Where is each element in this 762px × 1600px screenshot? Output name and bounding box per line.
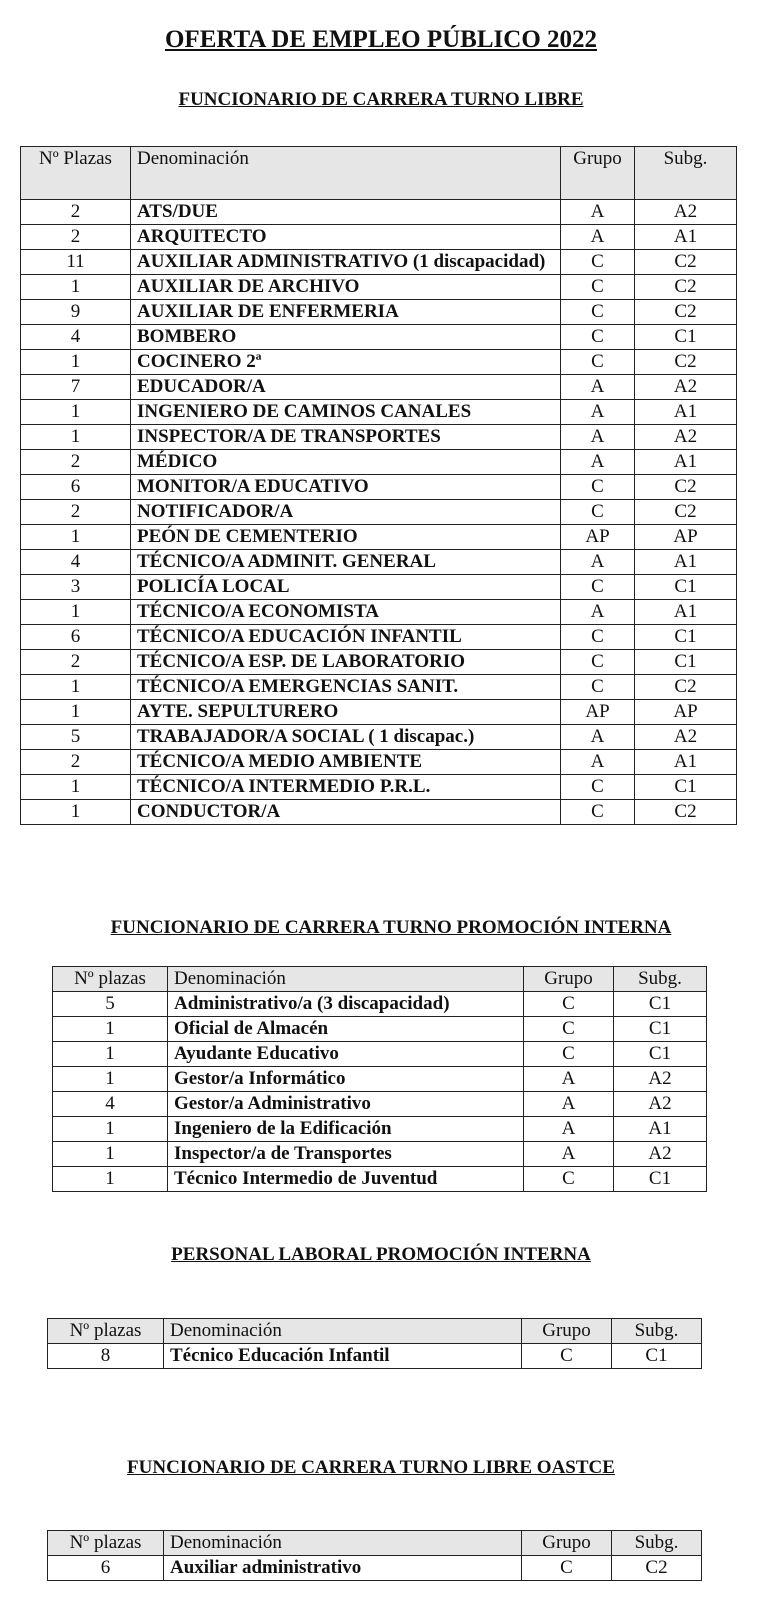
table-header-row	[48, 1319, 702, 1344]
table-row	[21, 550, 737, 575]
table-row	[21, 200, 737, 225]
cell-subgrupo: A1	[635, 600, 737, 625]
cell-subgrupo: C1	[635, 325, 737, 350]
cell-plazas: 1	[21, 275, 131, 300]
cell-subgrupo: C1	[635, 575, 737, 600]
cell-subgrupo: A1	[635, 450, 737, 475]
column-header-subgrupo: Subg.	[614, 967, 707, 992]
table-personal-laboral	[47, 1318, 702, 1369]
table-row	[53, 1142, 707, 1167]
table-row	[21, 725, 737, 750]
cell-grupo: C	[561, 575, 635, 600]
cell-plazas: 9	[21, 300, 131, 325]
cell-plazas: 1	[53, 1067, 168, 1092]
page-title: OFERTA DE EMPLEO PÚBLICO 2022	[164, 26, 598, 53]
cell-plazas: 1	[53, 1117, 168, 1142]
cell-grupo: A	[561, 550, 635, 575]
cell-denominacion: TÉCNICO/A EDUCACIÓN INFANTIL	[131, 625, 561, 650]
section-title-turno-libre: FUNCIONARIO DE CARRERA TURNO LIBRE	[178, 89, 584, 110]
table-row	[21, 350, 737, 375]
cell-denominacion: BOMBERO	[131, 325, 561, 350]
cell-plazas: 6	[21, 625, 131, 650]
cell-grupo: AP	[561, 700, 635, 725]
table-row	[21, 375, 737, 400]
table-row	[48, 1344, 702, 1369]
cell-denominacion: Auxiliar administrativo	[164, 1556, 522, 1581]
cell-denominacion: EDUCADOR/A	[131, 375, 561, 400]
cell-denominacion: Técnico Educación Infantil	[164, 1344, 522, 1369]
cell-subgrupo: A2	[614, 1092, 707, 1117]
column-header-plazas: Nº Plazas	[21, 147, 131, 200]
cell-subgrupo: C1	[614, 1017, 707, 1042]
column-header-grupo: Grupo	[522, 1531, 612, 1556]
cell-denominacion: TÉCNICO/A ADMINIT. GENERAL	[131, 550, 561, 575]
cell-plazas: 2	[21, 650, 131, 675]
cell-subgrupo: C1	[614, 992, 707, 1017]
cell-plazas: 1	[53, 1167, 168, 1192]
column-header-denominacion: Denominación	[164, 1319, 522, 1344]
cell-denominacion: AUXILIAR DE ENFERMERIA	[131, 300, 561, 325]
column-header-plazas: Nº plazas	[53, 967, 168, 992]
table-row	[53, 1117, 707, 1142]
table-row	[21, 575, 737, 600]
cell-grupo: A	[561, 450, 635, 475]
cell-denominacion: COCINERO 2ª	[131, 350, 561, 375]
column-header-denominacion: Denominación	[168, 967, 524, 992]
cell-plazas: 2	[21, 450, 131, 475]
cell-plazas: 4	[21, 325, 131, 350]
cell-plazas: 8	[48, 1344, 164, 1369]
cell-denominacion: Gestor/a Informático	[168, 1067, 524, 1092]
cell-subgrupo: A1	[635, 750, 737, 775]
table-row	[53, 1017, 707, 1042]
table-row	[21, 800, 737, 825]
cell-plazas: 5	[53, 992, 168, 1017]
cell-subgrupo: C2	[635, 475, 737, 500]
cell-denominacion: INSPECTOR/A DE TRANSPORTES	[131, 425, 561, 450]
table-row	[21, 525, 737, 550]
table-row	[21, 600, 737, 625]
cell-denominacion: TÉCNICO/A INTERMEDIO P.R.L.	[131, 775, 561, 800]
cell-plazas: 1	[53, 1042, 168, 1067]
cell-plazas: 1	[21, 800, 131, 825]
table-row	[21, 750, 737, 775]
cell-subgrupo: C1	[614, 1167, 707, 1192]
cell-subgrupo: C2	[635, 350, 737, 375]
cell-plazas: 1	[21, 775, 131, 800]
cell-plazas: 1	[53, 1017, 168, 1042]
cell-denominacion: MONITOR/A EDUCATIVO	[131, 475, 561, 500]
table-row	[21, 450, 737, 475]
cell-denominacion: Gestor/a Administrativo	[168, 1092, 524, 1117]
cell-grupo: C	[561, 650, 635, 675]
cell-grupo: C	[561, 475, 635, 500]
cell-subgrupo: C1	[635, 625, 737, 650]
cell-denominacion: TÉCNICO/A MEDIO AMBIENTE	[131, 750, 561, 775]
table-turno-libre	[20, 146, 737, 825]
column-header-plazas: Nº plazas	[48, 1531, 164, 1556]
cell-subgrupo: A2	[635, 200, 737, 225]
cell-plazas: 4	[21, 550, 131, 575]
cell-denominacion: AUXILIAR DE ARCHIVO	[131, 275, 561, 300]
cell-denominacion: INGENIERO DE CAMINOS CANALES	[131, 400, 561, 425]
cell-plazas: 1	[21, 400, 131, 425]
table-row	[21, 250, 737, 275]
cell-subgrupo: A2	[635, 725, 737, 750]
column-header-denominacion: Denominación	[164, 1531, 522, 1556]
cell-plazas: 2	[21, 225, 131, 250]
column-header-subgrupo: Subg.	[612, 1531, 702, 1556]
cell-grupo: C	[522, 1344, 612, 1369]
cell-plazas: 4	[53, 1092, 168, 1117]
cell-subgrupo: C2	[612, 1556, 702, 1581]
cell-denominacion: ARQUITECTO	[131, 225, 561, 250]
cell-subgrupo: C1	[614, 1042, 707, 1067]
cell-grupo: C	[561, 775, 635, 800]
cell-plazas: 1	[21, 525, 131, 550]
column-header-subgrupo: Subg.	[635, 147, 737, 200]
cell-grupo: C	[561, 675, 635, 700]
cell-denominacion: TÉCNICO/A ESP. DE LABORATORIO	[131, 650, 561, 675]
cell-subgrupo: C1	[635, 775, 737, 800]
cell-grupo: A	[524, 1067, 614, 1092]
cell-grupo: A	[561, 600, 635, 625]
cell-plazas: 1	[21, 425, 131, 450]
column-header-subgrupo: Subg.	[612, 1319, 702, 1344]
column-header-grupo: Grupo	[522, 1319, 612, 1344]
cell-subgrupo: C2	[635, 250, 737, 275]
cell-denominacion: Técnico Intermedio de Juventud	[168, 1167, 524, 1192]
column-header-plazas: Nº plazas	[48, 1319, 164, 1344]
cell-plazas: 1	[21, 675, 131, 700]
cell-subgrupo: A2	[635, 425, 737, 450]
cell-denominacion: Inspector/a de Transportes	[168, 1142, 524, 1167]
cell-denominacion: Oficial de Almacén	[168, 1017, 524, 1042]
cell-subgrupo: A1	[635, 400, 737, 425]
cell-grupo: AP	[561, 525, 635, 550]
cell-grupo: C	[524, 992, 614, 1017]
table-oastce	[47, 1530, 702, 1581]
cell-denominacion: TÉCNICO/A ECONOMISTA	[131, 600, 561, 625]
cell-subgrupo: AP	[635, 525, 737, 550]
table-row	[53, 1167, 707, 1192]
cell-subgrupo: C2	[635, 800, 737, 825]
cell-grupo: C	[522, 1556, 612, 1581]
section-title-personal-laboral: PERSONAL LABORAL PROMOCIÓN INTERNA	[171, 1244, 591, 1265]
cell-subgrupo: AP	[635, 700, 737, 725]
column-header-grupo: Grupo	[561, 147, 635, 200]
cell-grupo: C	[561, 625, 635, 650]
cell-denominacion: TRABAJADOR/A SOCIAL ( 1 discapac.)	[131, 725, 561, 750]
cell-grupo: C	[561, 250, 635, 275]
cell-subgrupo: A1	[635, 550, 737, 575]
cell-subgrupo: A2	[635, 375, 737, 400]
table-row	[21, 500, 737, 525]
cell-plazas: 2	[21, 200, 131, 225]
cell-subgrupo: C2	[635, 300, 737, 325]
cell-plazas: 11	[21, 250, 131, 275]
cell-denominacion: AUXILIAR ADMINISTRATIVO (1 discapacidad)	[131, 250, 561, 275]
cell-denominacion: CONDUCTOR/A	[131, 800, 561, 825]
cell-grupo: C	[561, 800, 635, 825]
cell-grupo: C	[524, 1017, 614, 1042]
cell-subgrupo: C1	[612, 1344, 702, 1369]
column-header-grupo: Grupo	[524, 967, 614, 992]
table-row	[21, 275, 737, 300]
cell-subgrupo: C1	[635, 650, 737, 675]
table-row	[53, 1042, 707, 1067]
cell-grupo: A	[524, 1142, 614, 1167]
cell-subgrupo: A1	[614, 1117, 707, 1142]
cell-denominacion: TÉCNICO/A EMERGENCIAS SANIT.	[131, 675, 561, 700]
column-header-denominacion: Denominación	[131, 147, 561, 200]
table-row	[21, 400, 737, 425]
cell-grupo: A	[561, 750, 635, 775]
table-row	[21, 700, 737, 725]
table-row	[21, 675, 737, 700]
cell-subgrupo: A1	[635, 225, 737, 250]
cell-denominacion: ATS/DUE	[131, 200, 561, 225]
cell-grupo: A	[524, 1117, 614, 1142]
cell-grupo: A	[561, 425, 635, 450]
cell-grupo: A	[561, 225, 635, 250]
table-row	[21, 225, 737, 250]
cell-denominacion: MÉDICO	[131, 450, 561, 475]
cell-plazas: 6	[21, 475, 131, 500]
cell-plazas: 5	[21, 725, 131, 750]
cell-plazas: 1	[21, 600, 131, 625]
cell-plazas: 1	[21, 350, 131, 375]
cell-grupo: A	[561, 725, 635, 750]
cell-denominacion: POLICÍA LOCAL	[131, 575, 561, 600]
table-promocion-interna	[52, 966, 707, 1192]
table-row	[21, 300, 737, 325]
cell-subgrupo: C2	[635, 500, 737, 525]
table-row	[48, 1556, 702, 1581]
table-row	[21, 625, 737, 650]
table-row	[21, 325, 737, 350]
table-row	[53, 1092, 707, 1117]
table-header-row	[48, 1531, 702, 1556]
section-title-oastce: FUNCIONARIO DE CARRERA TURNO LIBRE OASTCE	[127, 1457, 615, 1478]
table-row	[53, 1067, 707, 1092]
cell-denominacion: Ingeniero de la Edificación	[168, 1117, 524, 1142]
cell-grupo: C	[561, 325, 635, 350]
table-header-row	[53, 967, 707, 992]
section-title-promocion-interna: FUNCIONARIO DE CARRERA TURNO PROMOCIÓN INTERNA	[110, 917, 672, 938]
cell-denominacion: PEÓN DE CEMENTERIO	[131, 525, 561, 550]
cell-denominacion: Ayudante Educativo	[168, 1042, 524, 1067]
cell-grupo: A	[561, 375, 635, 400]
cell-plazas: 3	[21, 575, 131, 600]
table-row	[53, 992, 707, 1017]
cell-plazas: 1	[53, 1142, 168, 1167]
table-row	[21, 425, 737, 450]
cell-grupo: C	[524, 1167, 614, 1192]
cell-denominacion: NOTIFICADOR/A	[131, 500, 561, 525]
cell-grupo: A	[561, 400, 635, 425]
cell-grupo: C	[561, 300, 635, 325]
cell-grupo: C	[524, 1042, 614, 1067]
cell-subgrupo: A2	[614, 1067, 707, 1092]
cell-denominacion: AYTE. SEPULTURERO	[131, 700, 561, 725]
table-row	[21, 650, 737, 675]
cell-grupo: C	[561, 350, 635, 375]
cell-plazas: 2	[21, 750, 131, 775]
table-row	[21, 475, 737, 500]
cell-grupo: C	[561, 275, 635, 300]
cell-subgrupo: C2	[635, 675, 737, 700]
cell-plazas: 2	[21, 500, 131, 525]
cell-grupo: A	[524, 1092, 614, 1117]
cell-subgrupo: A2	[614, 1142, 707, 1167]
cell-plazas: 7	[21, 375, 131, 400]
table-header-row	[21, 147, 737, 200]
cell-plazas: 1	[21, 700, 131, 725]
cell-denominacion: Administrativo/a (3 discapacidad)	[168, 992, 524, 1017]
cell-plazas: 6	[48, 1556, 164, 1581]
cell-subgrupo: C2	[635, 275, 737, 300]
table-row	[21, 775, 737, 800]
cell-grupo: C	[561, 500, 635, 525]
cell-grupo: A	[561, 200, 635, 225]
